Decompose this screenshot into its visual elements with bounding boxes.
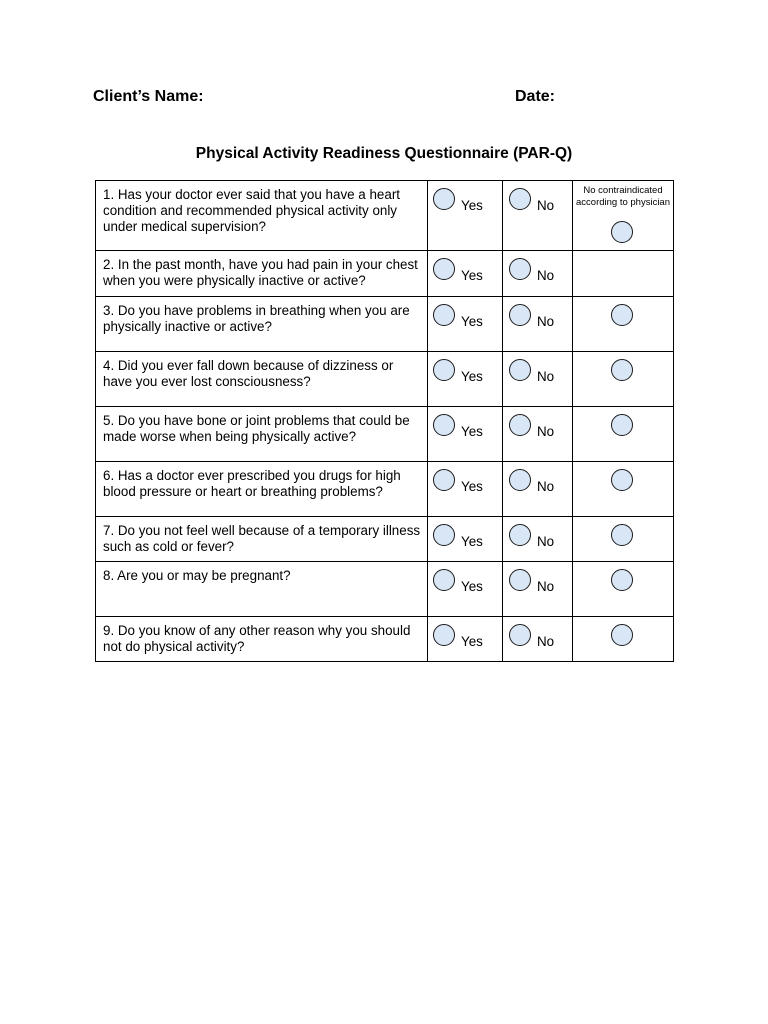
- no-label: No: [537, 424, 555, 439]
- yes-cell: [428, 562, 503, 617]
- no-cell: [503, 251, 573, 297]
- yes-cell: [428, 517, 503, 562]
- yes-radio[interactable]: [433, 304, 455, 326]
- no-contraindicated-cell: [573, 352, 674, 407]
- no-cell: [503, 517, 573, 562]
- question-text: 9. Do you know of any other reason why you should not do physical activity?: [96, 617, 428, 662]
- yes-label: Yes: [461, 369, 483, 384]
- no-contraindicated-radio[interactable]: [611, 221, 633, 243]
- question-text: 3. Do you have problems in breathing when you are physically inactive or active?: [96, 297, 428, 352]
- question-text: 1. Has your doctor ever said that you have a heart condition and recommended physical activity only under medical supervision?: [96, 181, 428, 251]
- no-radio[interactable]: [509, 469, 531, 491]
- no-label: No: [537, 534, 555, 549]
- question-text: 6. Has a doctor ever prescribed you drugs for high blood pressure or heart or breathing problems?: [96, 462, 428, 517]
- yes-label: Yes: [461, 424, 483, 439]
- table-row: [96, 251, 674, 297]
- no-cell: [503, 352, 573, 407]
- yes-cell: [428, 462, 503, 517]
- no-contraindicated-label: No contraindicated according to physician: [576, 185, 670, 208]
- no-radio[interactable]: [509, 188, 531, 210]
- no-label: No: [537, 268, 555, 283]
- no-contraindicated-radio[interactable]: [611, 624, 633, 646]
- table-row: [96, 617, 674, 662]
- question-text: 5. Do you have bone or joint problems that could be made worse when being physically active?: [96, 407, 428, 462]
- yes-radio[interactable]: [433, 569, 455, 591]
- yes-label: Yes: [461, 579, 483, 594]
- question-text: 8. Are you or may be pregnant?: [96, 562, 428, 617]
- yes-radio[interactable]: [433, 624, 455, 646]
- yes-label: Yes: [461, 314, 483, 329]
- no-contraindicated-radio[interactable]: [611, 524, 633, 546]
- no-radio[interactable]: [509, 524, 531, 546]
- no-cell: [503, 562, 573, 617]
- client-name-label: Client’s Name:: [93, 88, 204, 105]
- question-text: 4. Did you ever fall down because of dizziness or have you ever lost consciousness?: [96, 352, 428, 407]
- no-contraindicated-radio[interactable]: [611, 469, 633, 491]
- yes-cell: [428, 297, 503, 352]
- no-label: No: [537, 579, 555, 594]
- no-contraindicated-cell: [573, 407, 674, 462]
- yes-cell: [428, 251, 503, 297]
- table-row: [96, 407, 674, 462]
- parq-table: [95, 180, 674, 662]
- no-radio[interactable]: [509, 304, 531, 326]
- no-contraindicated-cell: [573, 251, 674, 297]
- table-row: [96, 517, 674, 562]
- no-cell: [503, 181, 573, 251]
- yes-label: Yes: [461, 634, 483, 649]
- no-cell: [503, 297, 573, 352]
- no-contraindicated-cell: [573, 462, 674, 517]
- no-radio[interactable]: [509, 414, 531, 436]
- no-label: No: [537, 198, 555, 213]
- no-contraindicated-cell: [573, 181, 674, 251]
- table-row: [96, 297, 674, 352]
- yes-cell: [428, 407, 503, 462]
- no-cell: [503, 462, 573, 517]
- no-radio[interactable]: [509, 569, 531, 591]
- table-row: [96, 181, 674, 251]
- no-cell: [503, 617, 573, 662]
- no-label: No: [537, 634, 555, 649]
- no-radio[interactable]: [509, 359, 531, 381]
- no-contraindicated-cell: [573, 617, 674, 662]
- table-row: [96, 462, 674, 517]
- no-contraindicated-radio[interactable]: [611, 359, 633, 381]
- yes-radio[interactable]: [433, 188, 455, 210]
- yes-cell: [428, 352, 503, 407]
- no-contraindicated-radio[interactable]: [611, 304, 633, 326]
- yes-cell: [428, 181, 503, 251]
- yes-radio[interactable]: [433, 258, 455, 280]
- no-contraindicated-radio[interactable]: [611, 414, 633, 436]
- no-label: No: [537, 479, 555, 494]
- yes-cell: [428, 617, 503, 662]
- date-label: Date:: [515, 88, 556, 105]
- question-text: 2. In the past month, have you had pain in your chest when you were physically inactive or active?: [96, 251, 428, 297]
- table-row: [96, 352, 674, 407]
- no-label: No: [537, 314, 555, 329]
- table-row: [96, 562, 674, 617]
- no-contraindicated-cell: [573, 517, 674, 562]
- yes-label: Yes: [461, 479, 483, 494]
- no-contraindicated-cell: [573, 297, 674, 352]
- yes-label: Yes: [461, 198, 483, 213]
- no-contraindicated-radio[interactable]: [611, 569, 633, 591]
- no-label: No: [537, 369, 555, 384]
- yes-label: Yes: [461, 268, 483, 283]
- yes-radio[interactable]: [433, 469, 455, 491]
- no-cell: [503, 407, 573, 462]
- yes-radio[interactable]: [433, 359, 455, 381]
- yes-radio[interactable]: [433, 414, 455, 436]
- no-radio[interactable]: [509, 258, 531, 280]
- no-radio[interactable]: [509, 624, 531, 646]
- page-title: Physical Activity Readiness Questionnaire (PAR-Q): [195, 145, 573, 162]
- question-text: 7. Do you not feel well because of a temporary illness such as cold or fever?: [96, 517, 428, 562]
- yes-label: Yes: [461, 534, 483, 549]
- yes-radio[interactable]: [433, 524, 455, 546]
- no-contraindicated-cell: [573, 562, 674, 617]
